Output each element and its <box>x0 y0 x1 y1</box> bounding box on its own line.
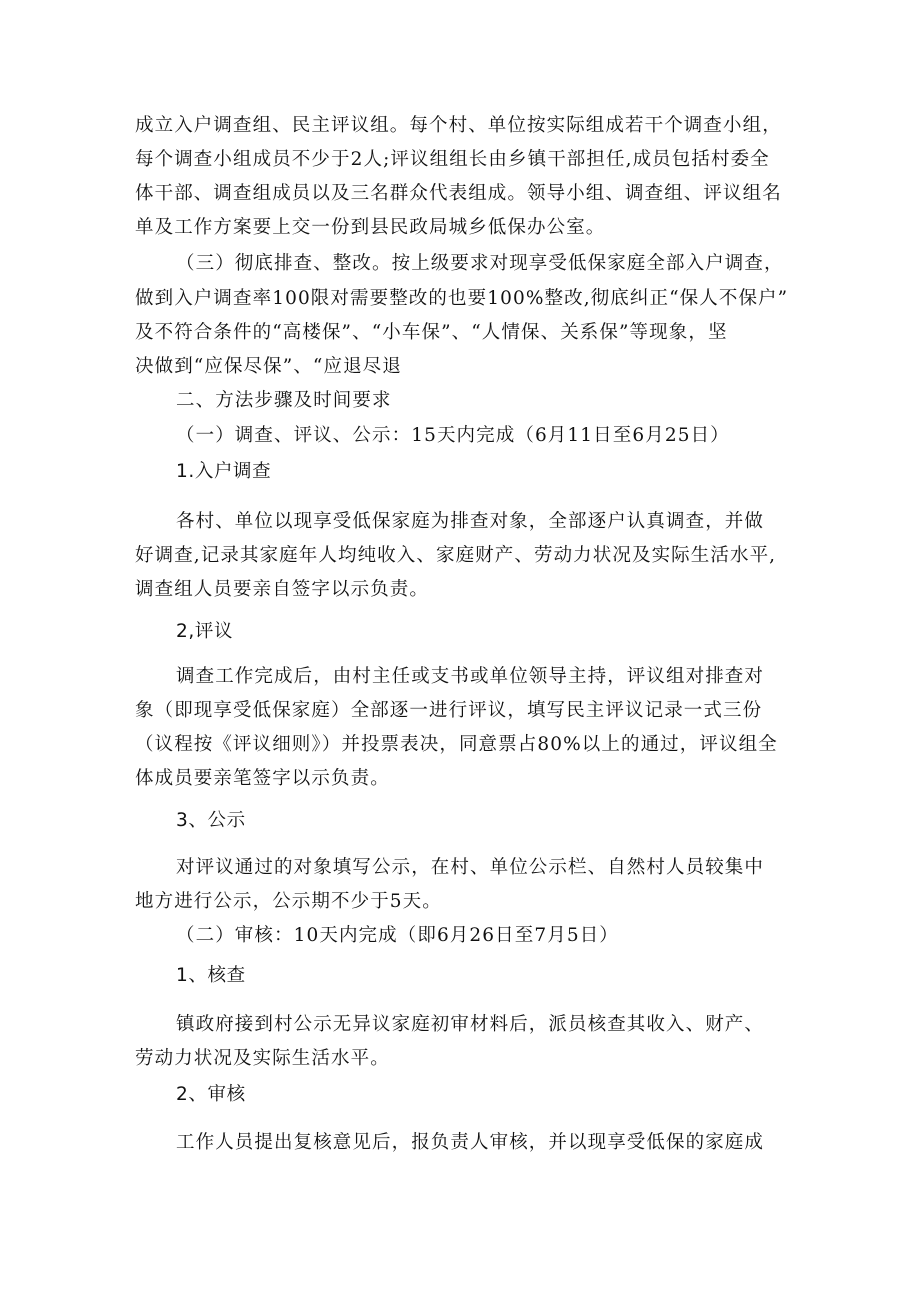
paragraph-line: 对评议通过的对象填写公示，在村、单位公示栏、自然村人员较集中 <box>176 857 765 878</box>
subsection-heading-1: （一）调查、评议、公示：15天内完成（6月11日至6月25日） <box>176 425 730 446</box>
paragraph-line: （议程按《评议细则》）并投票表决，同意票占80%以上的通过，评议组全 <box>135 734 778 755</box>
paragraph-line: 调查组人员要亲自签字以示负责。 <box>135 579 430 600</box>
paragraph-line: 象（即现享受低保家庭）全部逐一进行评议，填写民主评议记录一式三份 <box>135 700 763 721</box>
paragraph-line: 镇政府接到村公示无异议家庭初审材料后，派员核查其收入、财产、 <box>176 1014 765 1035</box>
paragraph-line: 成立入户调查组、民主评议组。每个村、单位按实际组成若干个调查小组， <box>135 115 782 136</box>
item-heading-publicity: 3、公示 <box>176 810 246 831</box>
paragraph-line: 体成员要亲笔签字以示负责。 <box>135 768 390 789</box>
paragraph-line: 体干部、调查组成员以及三名群众代表组成。领导小组、调查组、评议组名 <box>135 183 782 204</box>
paragraph-line: 地方进行公示，公示期不少于5天。 <box>135 891 442 912</box>
paragraph-line: 做到入户调查率100限对需要整改的也要100%整改,彻底纠正“保人不保户” <box>135 288 789 309</box>
paragraph-line: 各村、单位以现享受低保家庭为排查对象，全部逐户认真调查，并做 <box>176 511 765 532</box>
paragraph-line: 劳动力状况及实际生活水平。 <box>135 1048 390 1069</box>
paragraph-line: 调查工作完成后，由村主任或支书或单位领导主持，评议组对排查对 <box>176 666 765 687</box>
item-heading-audit: 2、审核 <box>176 1084 246 1105</box>
item-heading-household-survey: 1.入户调查 <box>176 461 272 482</box>
paragraph-line: 每个调查小组成员不少于2人;评议组组长由乡镇干部担任,成员包括村委全 <box>135 149 770 170</box>
paragraph-line: 好调查,记录其家庭年人均纯收入、家庭财产、劳动力状况及实际生活水平, <box>135 545 777 566</box>
subsection-heading-2: （二）审核：10天内完成（即6月26日至7月5日） <box>176 925 619 946</box>
item-heading-verification: 1、核查 <box>176 965 246 986</box>
section-heading-3: （三）彻底排查、整改。按上级要求对现享受低保家庭全部入户调查， <box>176 253 784 274</box>
paragraph-line: 单及工作方案要上交一份到县民政局城乡低保办公室。 <box>135 217 606 238</box>
item-heading-review: 2,评议 <box>176 621 234 642</box>
section-heading-methods: 二、方法步骤及时间要求 <box>176 390 392 411</box>
paragraph-line: 及不符合条件的“高楼保”、“小车保”、“人情保、关系保”等现象，坚 <box>135 322 728 343</box>
paragraph-line: 决做到“应保尽保”、“应退尽退 <box>135 356 402 377</box>
paragraph-line: 工作人员提出复核意见后，报负责人审核，并以现享受低保的家庭成 <box>176 1132 765 1153</box>
